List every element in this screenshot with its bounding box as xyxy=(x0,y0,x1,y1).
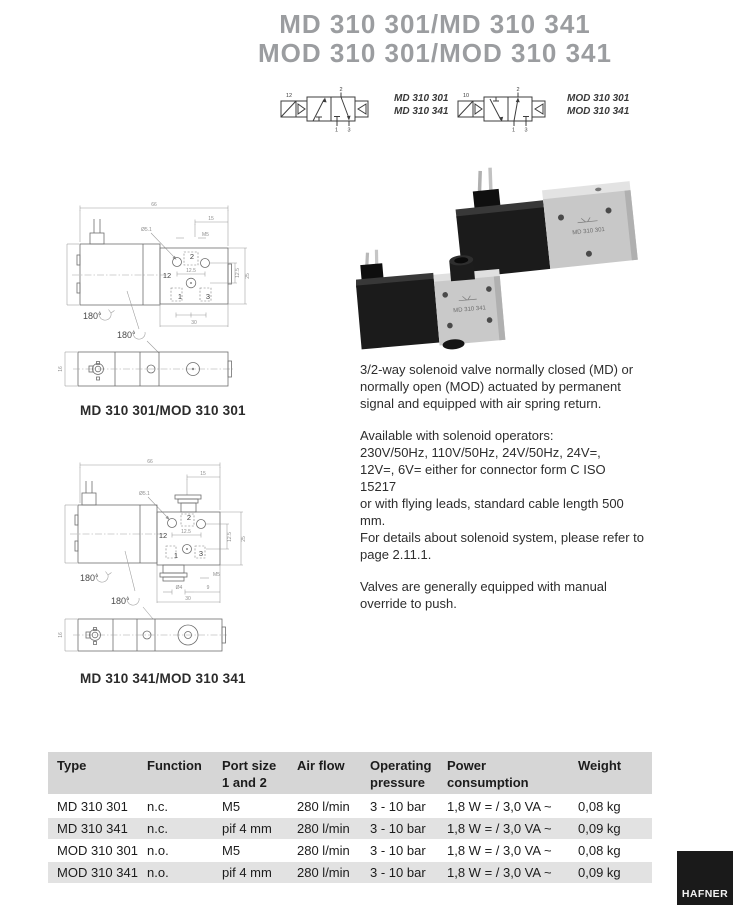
text-line: 230V/50Hz, 110V/50Hz, 24V/50Hz, 24V=, xyxy=(360,445,601,460)
engraved-model: MD 310 301 xyxy=(572,226,606,237)
dim-depth: 16 xyxy=(58,632,64,638)
cell-pressure: 3 - 10 bar xyxy=(361,818,438,840)
mod-model-2: MOD 310 341 xyxy=(567,106,630,117)
hafner-logo-text: HAFNER xyxy=(681,888,729,900)
dim-hole-spacing: 12.5 xyxy=(181,529,191,535)
cell-power: 1,8 W = / 3,0 VA ~ xyxy=(438,795,569,818)
drawing2-caption: MD 310 341/MOD 310 341 xyxy=(80,671,246,686)
cell-weight: 0,08 kg xyxy=(569,795,652,818)
port-3-label: 3 xyxy=(205,292,211,301)
rotation-label-a: 180° xyxy=(83,311,102,321)
cell-port-size: M5 xyxy=(213,795,288,818)
dimension-drawing-341 xyxy=(55,455,270,655)
dim-15: 15 xyxy=(208,216,214,222)
rotation-label-b: 180° xyxy=(111,596,130,606)
bottom-view xyxy=(73,352,233,386)
dim-vertical-spacing: 12.5 xyxy=(227,532,233,542)
mod-model-1: MOD 310 301 xyxy=(567,93,630,104)
pilot-port-label: 10 xyxy=(463,93,470,99)
text-line: 12V=, 6V= either for connector form C ISO 15217 xyxy=(360,462,606,494)
table-row xyxy=(48,862,652,884)
cell-type: MD 310 301 xyxy=(48,795,138,818)
cell-air-flow: 280 l/min xyxy=(288,862,361,884)
table-row xyxy=(48,840,652,862)
col-function: Function xyxy=(138,752,213,795)
col-type: Type xyxy=(48,752,138,795)
title-line-2: MOD 310 301/MOD 310 341 xyxy=(258,38,612,68)
dim-block-height: 25 xyxy=(245,273,251,279)
dim-fitting-diameter: Ø4 xyxy=(175,585,183,591)
port-2-label: 2 xyxy=(189,252,195,261)
text-line: signal and equipped with air spring return. xyxy=(360,396,602,411)
text-line: For details about solenoid system, please refer to xyxy=(360,530,644,545)
port-3-label: 3 xyxy=(524,127,528,132)
table-row xyxy=(48,795,652,818)
port-1-label: 1 xyxy=(334,127,339,132)
spec-table-header xyxy=(48,752,652,795)
cell-function: n.c. xyxy=(138,795,213,818)
port-12-label: 12 xyxy=(162,271,172,280)
drawing1-caption: MD 310 301/MOD 310 301 xyxy=(80,403,246,418)
md-model-1: MD 310 301 xyxy=(394,93,449,104)
dim-overall-width: 66 xyxy=(151,202,157,208)
col-port-size: Port size 1 and 2 xyxy=(213,752,288,795)
dim-vertical-spacing: 12.5 xyxy=(235,268,241,278)
md-model-2: MD 310 341 xyxy=(394,106,449,117)
cell-pressure: 3 - 10 bar xyxy=(361,795,438,818)
page-title xyxy=(135,10,733,68)
table-row xyxy=(48,818,652,840)
bottom-view xyxy=(73,619,227,651)
cell-port-size: M5 xyxy=(213,840,288,862)
description-paragraph-3 xyxy=(360,578,645,612)
text-line: 3/2-way solenoid valve normally closed (MD) or xyxy=(360,362,634,377)
cell-type: MOD 310 341 xyxy=(48,862,138,884)
port-2-label: 2 xyxy=(186,513,192,522)
dim-hole-diameter: Ø5.1 xyxy=(141,227,152,233)
cell-air-flow: 280 l/min xyxy=(288,818,361,840)
dim-block-width: 30 xyxy=(191,320,197,326)
dim-15: 15 xyxy=(200,471,206,477)
dim-overall-width: 66 xyxy=(147,459,153,465)
port-2-label: 2 xyxy=(516,87,520,93)
port-1-label: 1 xyxy=(173,551,179,560)
dim-hole-spacing: 12.5 xyxy=(186,268,196,274)
dim-9: 9 xyxy=(206,585,210,591)
text-line: override to push. xyxy=(360,596,457,611)
description-paragraph-2 xyxy=(360,427,645,563)
hafner-logo xyxy=(677,851,733,905)
port-3-label: 3 xyxy=(198,549,204,558)
port-3-label: 3 xyxy=(347,127,351,132)
cell-port-size: pif 4 mm xyxy=(213,818,288,840)
rotation-label-a: 180° xyxy=(80,573,99,583)
col-operating-pressure: Operating pressure xyxy=(361,752,438,795)
cell-function: n.c. xyxy=(138,818,213,840)
col-power-consumption: Power consumption xyxy=(438,752,569,795)
cell-power: 1,8 W = / 3,0 VA ~ xyxy=(438,862,569,884)
cell-weight: 0,09 kg xyxy=(569,862,652,884)
port-1-label: 1 xyxy=(177,292,183,301)
text-line: page 2.11.1. xyxy=(360,547,432,562)
dim-m5: M5 xyxy=(202,232,209,238)
cell-function: n.o. xyxy=(138,840,213,862)
title-line-1: MD 310 301/MD 310 341 xyxy=(279,9,591,39)
text-line: normally open (MOD) actuated by permanent xyxy=(360,379,621,394)
md-symbol-models xyxy=(394,92,448,118)
cell-function: n.o. xyxy=(138,862,213,884)
port-12-label: 12 xyxy=(158,531,168,540)
description-paragraph-1 xyxy=(360,361,645,412)
dim-block-width: 30 xyxy=(185,596,191,602)
text-line: Available with solenoid operators: xyxy=(360,428,554,443)
engraved-model: MD 310 341 xyxy=(453,305,487,315)
dim-depth: 16 xyxy=(58,366,64,372)
cell-pressure: 3 - 10 bar xyxy=(361,862,438,884)
port-1-label: 1 xyxy=(511,127,516,132)
dim-hole-diameter: Ø5.1 xyxy=(139,491,150,497)
mod-symbol-models xyxy=(567,92,629,118)
cell-weight: 0,09 kg xyxy=(569,818,652,840)
cell-air-flow: 280 l/min xyxy=(288,840,361,862)
dimension-drawing-301 xyxy=(55,195,265,395)
port-2-label: 2 xyxy=(339,87,343,93)
cell-power: 1,8 W = / 3,0 VA ~ xyxy=(438,818,569,840)
dim-block-height: 25 xyxy=(241,536,247,542)
text-line: Valves are generally equipped with manual xyxy=(360,579,607,594)
cell-air-flow: 280 l/min xyxy=(288,795,361,818)
valve-schematic-md-icon xyxy=(278,86,393,132)
text-line: or with flying leads, standard cable length 500 mm. xyxy=(360,496,624,528)
cell-type: MOD 310 301 xyxy=(48,840,138,862)
col-weight: Weight xyxy=(569,752,652,795)
description-text xyxy=(360,361,645,627)
product-photo-md-310-341 xyxy=(356,248,531,360)
spec-table xyxy=(48,752,652,884)
valve-schematic-mod-icon xyxy=(455,86,570,132)
cell-weight: 0,08 kg xyxy=(569,840,652,862)
pilot-port-label: 12 xyxy=(286,93,293,99)
cell-power: 1,8 W = / 3,0 VA ~ xyxy=(438,840,569,862)
solenoid-body xyxy=(356,279,439,350)
dim-m5: M5 xyxy=(213,572,220,578)
cell-port-size: pif 4 mm xyxy=(213,862,288,884)
cell-type: MD 310 341 xyxy=(48,818,138,840)
cell-pressure: 3 - 10 bar xyxy=(361,840,438,862)
rotation-label-b: 180° xyxy=(117,330,136,340)
col-air-flow: Air flow xyxy=(288,752,361,795)
